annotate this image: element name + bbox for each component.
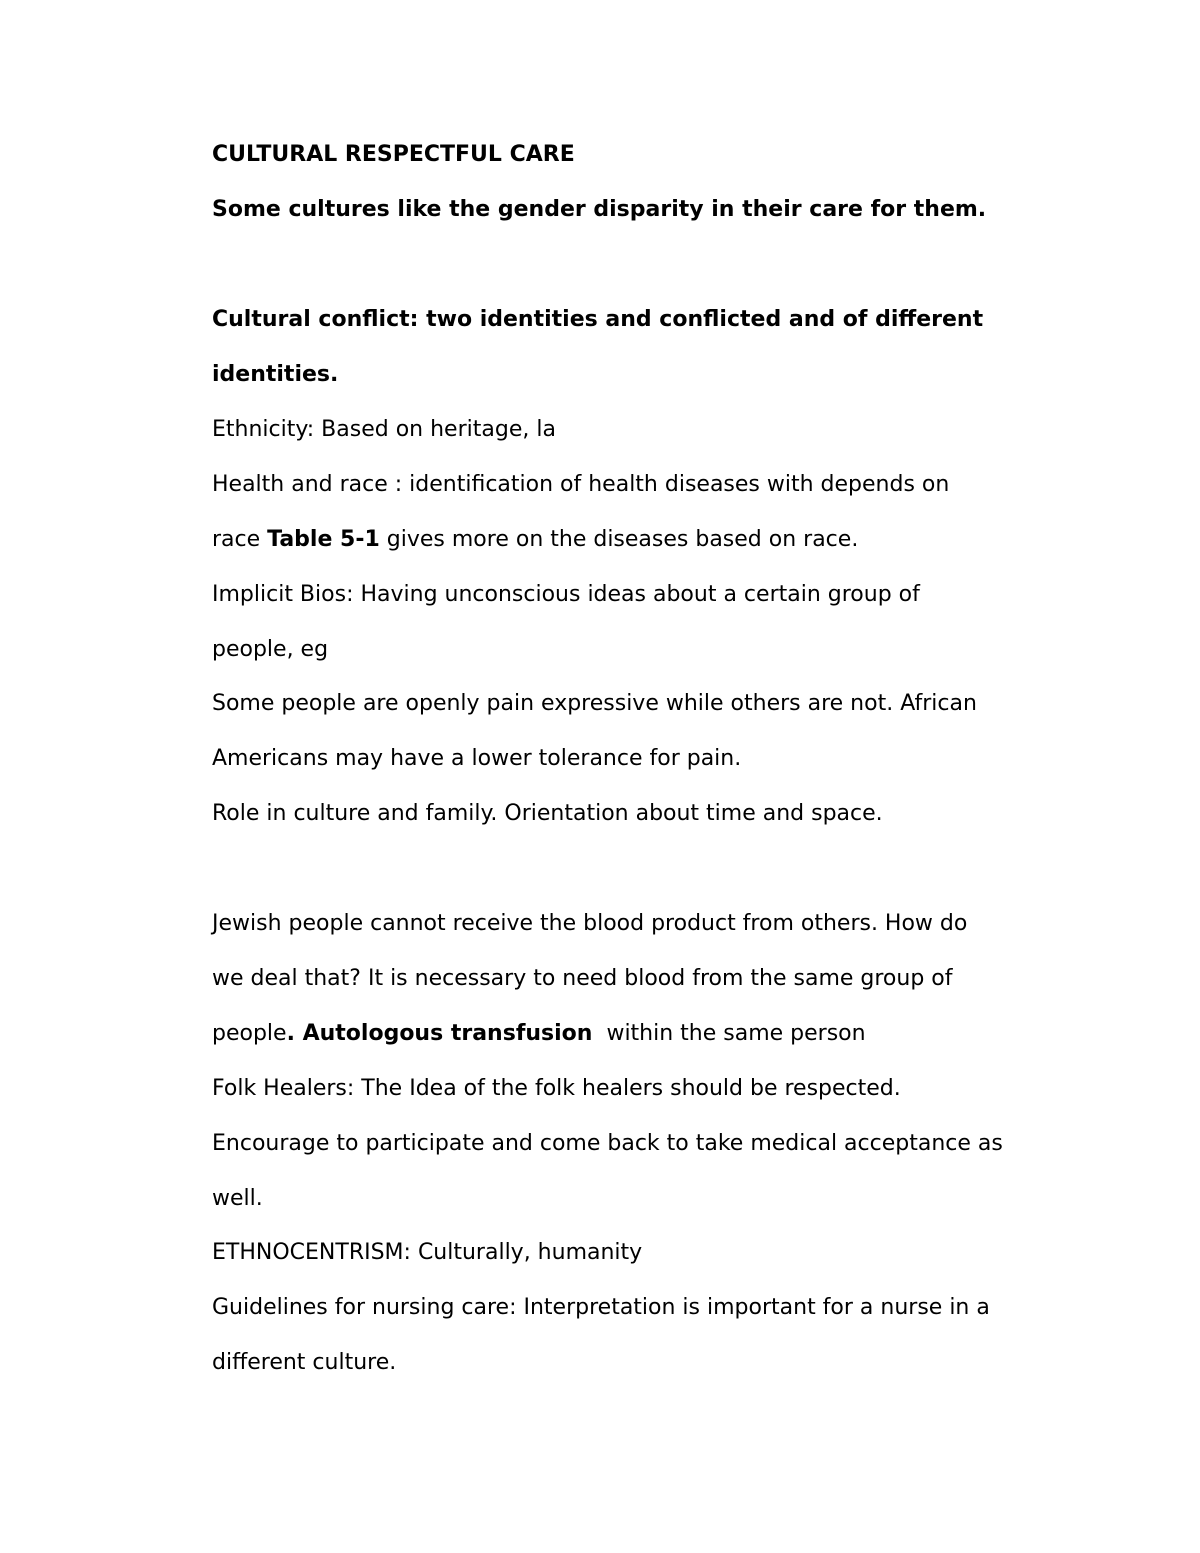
jewish-line-3 [212, 1019, 866, 1049]
role-line: Role in culture and family. Orientation about time and space. [212, 801, 883, 826]
folk-healers-line-1: Folk Healers: The Idea of the folk healers should be respected. [212, 1076, 901, 1101]
jewish-text-pre: people [212, 1021, 287, 1046]
pain-line-2: Americans may have a lower tolerance for pain. [212, 746, 742, 771]
table-reference: Table 5-1 [267, 527, 380, 552]
ethnocentrism-line: ETHNOCENTRISM: Culturally, humanity [212, 1240, 643, 1265]
pain-line-1: Some people are openly pain expressive while others are not. African [212, 691, 977, 716]
health-race-text-post: gives more on the diseases based on race. [379, 527, 859, 552]
document-subtitle: Some cultures like the gender disparity in their care for them. [212, 197, 987, 222]
jewish-line-1: Jewish people cannot receive the blood product from others. How do [212, 911, 968, 936]
jewish-line-2: we deal that? It is necessary to need blood from the same group of [212, 966, 953, 991]
implicit-bias-line-2: people, eg [212, 637, 329, 662]
ethnicity-line: Ethnicity: Based on heritage, la [212, 417, 556, 442]
folk-healers-line-3: well. [212, 1186, 263, 1211]
document-title: CULTURAL RESPECTFUL CARE [212, 142, 575, 167]
health-race-line-2 [212, 525, 858, 555]
jewish-text-post: within the same person [592, 1021, 866, 1046]
guidelines-line-2: different culture. [212, 1350, 397, 1375]
autologous-transfusion-term: . Autologous transfusion [286, 1021, 593, 1046]
guidelines-line-1: Guidelines for nursing care: Interpretation is important for a nurse in a [212, 1295, 990, 1320]
folk-healers-line-2: Encourage to participate and come back to take medical acceptance as [212, 1131, 1003, 1156]
cultural-conflict-line-1: Cultural conflict: two identities and conflicted and of different [212, 307, 984, 332]
health-race-text-pre: race [212, 527, 268, 552]
implicit-bias-line-1: Implicit Bios: Having unconscious ideas about a certain group of [212, 582, 920, 607]
cultural-conflict-line-2: identities. [212, 362, 339, 387]
health-race-line-1: Health and race : identification of health diseases with depends on [212, 472, 950, 497]
